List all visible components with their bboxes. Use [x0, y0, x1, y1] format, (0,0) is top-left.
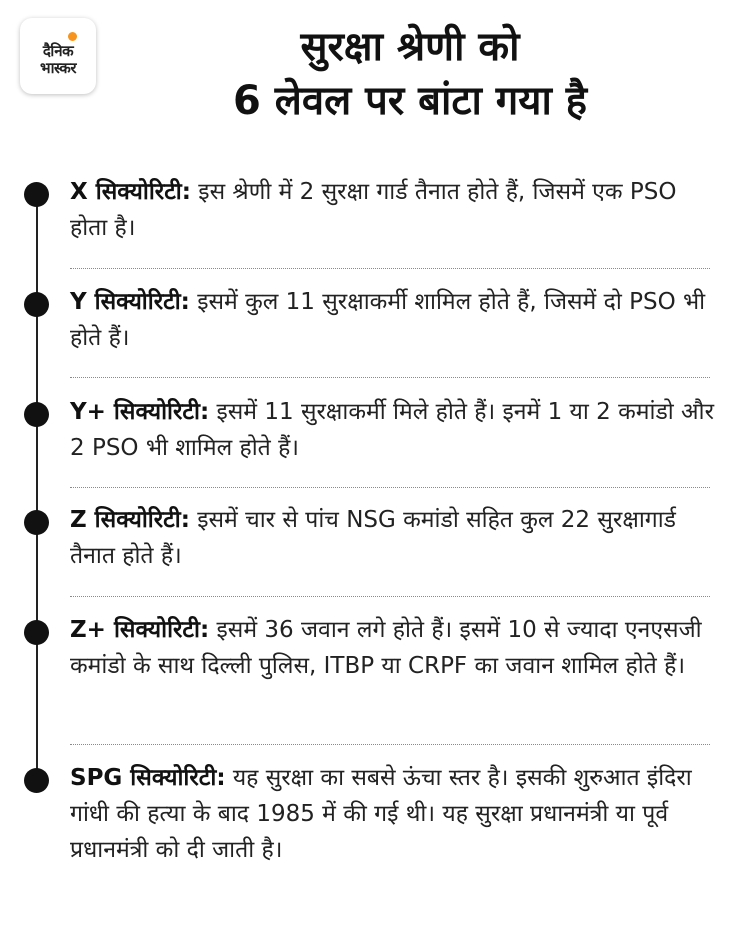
item-description: इसमें 36 जवान लगे होते हैं। इसमें 10 से ज्यादा एनएसजी कमांडो के साथ दिल्ली पुलिस, ITBP या CRPF का जवान शामिल होते हैं।	[70, 617, 702, 679]
item-text	[70, 394, 720, 466]
item-separator	[70, 596, 710, 597]
item-label: X सिक्योरिटी:	[70, 179, 191, 205]
title-line-1: सुरक्षा श्रेणी को	[300, 24, 520, 70]
item-separator	[70, 268, 710, 269]
item-description: इसमें कुल 11 सुरक्षाकर्मी शामिल होते हैं, जिसमें दो PSO भी होते हैं।	[70, 289, 706, 351]
item-label: Z+ सिक्योरिटी:	[70, 617, 210, 643]
bullet-dot	[24, 402, 49, 427]
logo-line-2: भास्कर	[40, 59, 76, 77]
timeline-line	[36, 192, 38, 792]
sun-icon	[68, 32, 77, 41]
item-label: Z सिक्योरिटी:	[70, 507, 190, 533]
item-text	[70, 284, 720, 356]
item-text	[70, 760, 720, 868]
item-description: इसमें चार से पांच NSG कमांडो सहित कुल 22 सुरक्षागार्ड तैनात होते हैं।	[70, 507, 676, 569]
item-text	[70, 612, 720, 684]
bullet-dot	[24, 768, 49, 793]
item-label: Y+ सिक्योरिटी:	[70, 399, 210, 425]
item-description: इसमें 11 सुरक्षाकर्मी मिले होते हैं। इनमें 1 या 2 कमांडो और 2 PSO भी शामिल होते हैं।	[70, 399, 714, 461]
logo-line-1: दैनिक	[42, 42, 74, 60]
bullet-dot	[24, 510, 49, 535]
bullet-dot	[24, 620, 49, 645]
title-line-2: 6 लेवल पर बांटा गया है	[232, 78, 588, 124]
item-separator	[70, 487, 710, 488]
item-description: इस श्रेणी में 2 सुरक्षा गार्ड तैनात होते हैं, जिसमें एक PSO होता है।	[70, 179, 677, 241]
item-label: SPG सिक्योरिटी:	[70, 765, 226, 791]
page-title	[110, 20, 710, 128]
item-text	[70, 174, 720, 246]
item-separator	[70, 377, 710, 378]
bullet-dot	[24, 182, 49, 207]
bullet-dot	[24, 292, 49, 317]
item-separator	[70, 744, 710, 745]
item-text	[70, 502, 720, 574]
dainik-bhaskar-logo	[20, 18, 96, 94]
item-description: यह सुरक्षा का सबसे ऊंचा स्तर है। इसकी शुरुआत इंदिरा गांधी की हत्या के बाद 1985 में की गई थी। यह सुरक्षा प्रधानमंत्री या पूर्व प्रधानमंत्री को दी जाती है।	[70, 765, 692, 863]
item-label: Y सिक्योरिटी:	[70, 289, 190, 315]
